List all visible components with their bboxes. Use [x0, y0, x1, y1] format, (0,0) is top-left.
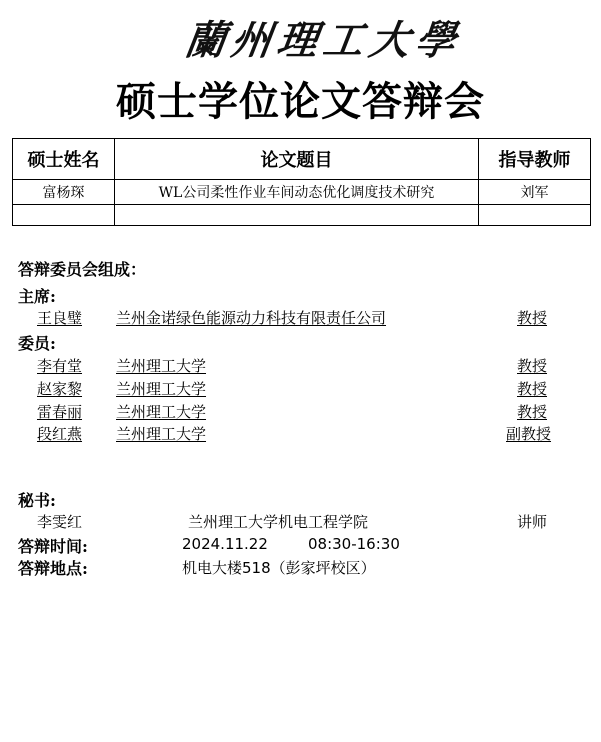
member-org: 兰州理工大学 — [116, 425, 207, 443]
svg-text:蘭州理工大學: 蘭州理工大學 — [182, 17, 465, 64]
secretary-name: 李雯红 — [37, 513, 83, 531]
member-rank: 教授 — [517, 357, 548, 375]
member-org: 兰州理工大学 — [116, 357, 207, 375]
member-rank: 教授 — [517, 403, 548, 421]
secretary-label: 秘书: — [18, 491, 56, 510]
defense-place-label: 答辩地点: — [18, 559, 88, 578]
thesis-topic: WL公司柔性作业车间动态优化调度技术研究 — [115, 180, 479, 205]
member-rank: 副教授 — [506, 425, 552, 443]
header-thesis-topic: 论文题目 — [115, 139, 479, 180]
defense-time-label: 答辩时间: — [18, 537, 88, 556]
page-title: 硕士学位论文答辩会 — [116, 78, 485, 125]
member-org: 兰州理工大学 — [116, 403, 207, 421]
members-label: 委员: — [18, 334, 56, 353]
defense-date: 2024.11.22 — [182, 535, 268, 553]
chair-rank: 教授 — [517, 309, 548, 327]
advisor-name: 刘军 — [479, 180, 591, 205]
committee-heading: 答辩委员会组成： — [18, 260, 147, 279]
member-name: 赵家黎 — [37, 380, 83, 398]
empty-cell — [479, 205, 591, 226]
member-name: 段红燕 — [37, 425, 83, 443]
empty-cell — [115, 205, 479, 226]
chair-name: 王良璧 — [37, 309, 83, 327]
header-advisor: 指导教师 — [479, 139, 591, 180]
member-org: 兰州理工大学 — [116, 380, 207, 398]
member-name: 李有堂 — [37, 357, 83, 375]
member-rank: 教授 — [517, 380, 548, 398]
secretary-rank: 讲师 — [517, 513, 548, 531]
empty-cell — [13, 205, 115, 226]
chair-label: 主席: — [18, 287, 56, 306]
thesis-table — [12, 138, 591, 226]
secretary-org: 兰州理工大学机电工程学院 — [188, 513, 369, 531]
member-name: 雷春丽 — [37, 403, 83, 421]
defense-time: 08:30-16:30 — [308, 535, 400, 553]
student-name: 富杨琛 — [13, 180, 115, 205]
chair-org: 兰州金诺绿色能源动力科技有限责任公司 — [116, 309, 387, 327]
defense-place: 机电大楼518（彭家坪校区） — [182, 559, 376, 577]
university-logo — [0, 8, 601, 70]
header-student-name: 硕士姓名 — [13, 139, 115, 180]
